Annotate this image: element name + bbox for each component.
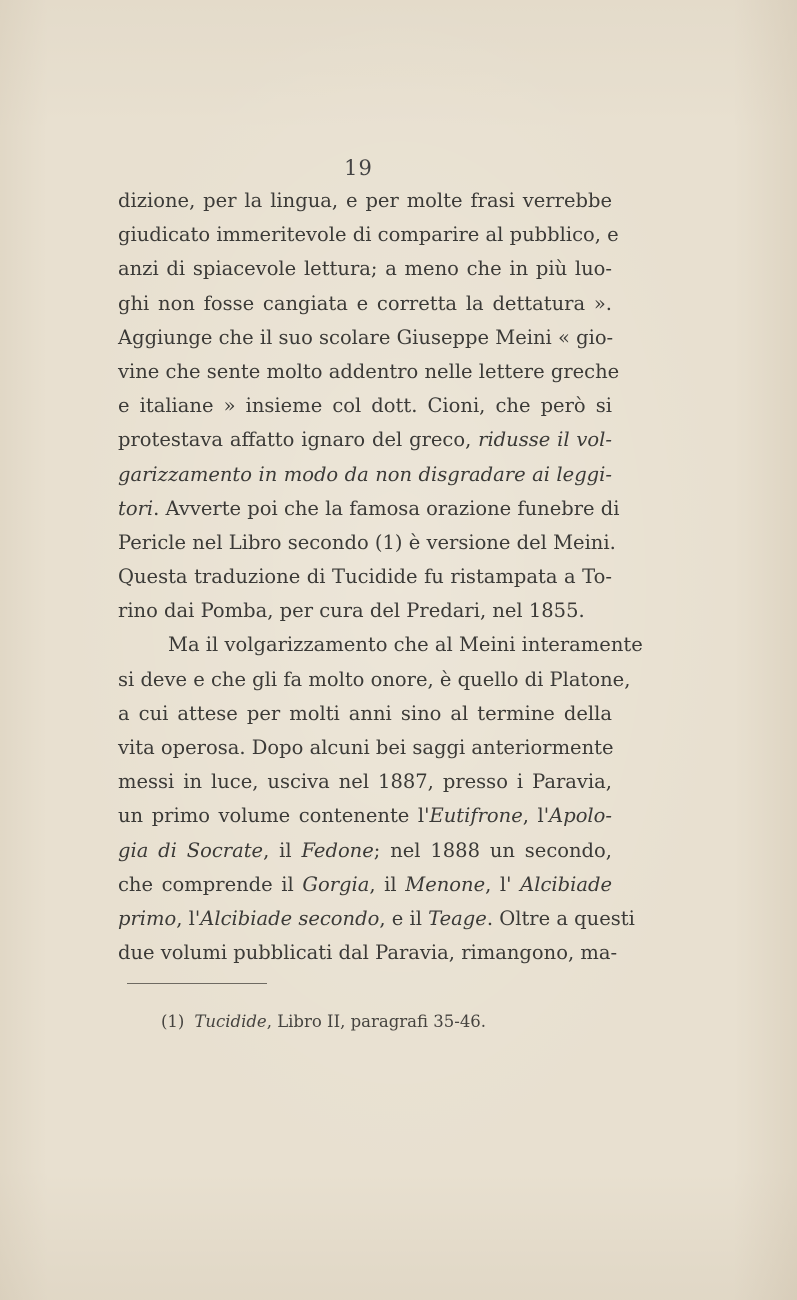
italic-text: ridusse il vol-	[478, 428, 612, 452]
text-segment: due volumi pubblicati dal Paravia, rimangono, ma-	[118, 941, 618, 965]
text-segment: ; nel 1888 un secondo,	[373, 838, 612, 862]
text-segment: a cui attese per molti anni sino al termine della	[118, 701, 612, 725]
text-segment: , l'	[485, 872, 521, 896]
italic-text: Alcibiade secondo	[200, 906, 380, 930]
text-line	[118, 560, 612, 594]
text-line	[118, 628, 643, 662]
text-segment: rino dai Pomba, per cura del Predari, nel 1855.	[118, 599, 585, 623]
text-line	[118, 594, 612, 628]
italic-text: Eutifrone	[429, 804, 523, 828]
text-line	[118, 834, 612, 868]
text-segment: . Oltre a questi	[486, 906, 635, 930]
text-line	[118, 389, 612, 423]
text-segment: e italiane » insieme col dott. Cioni, che però si	[118, 394, 612, 418]
text-segment: Aggiunge che il suo scolare Giuseppe Meini « gio-	[118, 325, 614, 349]
text-segment: , il	[263, 838, 302, 862]
body-text	[118, 184, 643, 970]
text-segment: , e il	[379, 906, 429, 930]
text-segment: che comprende il	[118, 872, 303, 896]
text-line	[118, 868, 612, 902]
text-line	[118, 218, 619, 252]
italic-text: Menone	[405, 872, 486, 896]
text-segment: , il	[369, 872, 406, 896]
text-line	[118, 663, 631, 697]
page-number: 19	[344, 156, 373, 180]
text-segment: un primo volume contenente l'	[118, 804, 430, 828]
text-segment: Pericle nel Libro secondo (1) è versione del Meini.	[118, 530, 616, 554]
text-segment: messi in luce, usciva nel 1887, presso i Paravia,	[118, 770, 612, 794]
text-segment: , l'	[176, 906, 201, 930]
text-segment: anzi di spiacevole lettura; a meno che in più luo-	[118, 257, 612, 281]
text-line	[118, 526, 616, 560]
text-segment: protestava affatto ignaro del greco,	[118, 428, 479, 452]
footnote-source: Tucidide	[194, 1012, 267, 1031]
footnote-reference: , Libro II, paragrafi 35-46.	[266, 1012, 487, 1031]
text-line	[118, 765, 612, 799]
text-segment: Questa traduzione di Tucidide fu ristampata a To-	[118, 565, 612, 589]
footnote	[161, 1012, 486, 1031]
text-line	[118, 902, 635, 936]
text-line	[118, 184, 612, 218]
text-segment: vita operosa. Dopo alcuni bei saggi anteriormente	[118, 736, 614, 759]
text-line	[118, 492, 620, 526]
text-segment: Ma il volgarizzamento che al Meini interamente	[168, 633, 643, 657]
text-segment: dizione, per la lingua, e per molte frasi verrebbe	[118, 189, 612, 212]
italic-text: Alcibiade	[520, 872, 612, 896]
text-segment: giudicato immeritevole di comparire al pubblico, e	[118, 223, 619, 247]
text-line	[118, 458, 612, 492]
text-line	[118, 799, 612, 833]
footnote-marker: (1)	[161, 1012, 185, 1031]
text-segment: ghi non fosse cangiata e corretta la dettatura ».	[118, 291, 612, 315]
italic-text: Teage	[428, 906, 487, 930]
text-segment: . Avverte poi che la famosa orazione funebre di	[153, 496, 620, 520]
text-segment: , l'	[522, 804, 550, 828]
text-line	[118, 252, 612, 286]
text-line	[118, 731, 612, 765]
footnote-divider	[127, 983, 267, 984]
text-line	[118, 321, 612, 355]
text-line	[118, 936, 618, 970]
italic-text: Gorgia	[302, 872, 370, 896]
text-line	[118, 287, 612, 321]
text-segment: vine che sente molto addentro nelle lettere greche	[118, 359, 620, 383]
italic-text: Apolo-	[549, 804, 612, 828]
text-segment: si deve e che gli fa molto onore, è quello di Platone,	[118, 667, 631, 691]
italic-text: primo	[118, 906, 177, 930]
text-line	[118, 355, 620, 389]
italic-text: gia di Socrate	[118, 838, 264, 862]
italic-text: tori	[118, 496, 154, 520]
italic-text: garizzamento in modo da non disgradare ai leggi-	[118, 462, 612, 486]
italic-text: Fedone	[301, 838, 374, 862]
text-line	[118, 423, 612, 457]
text-line	[118, 697, 612, 731]
